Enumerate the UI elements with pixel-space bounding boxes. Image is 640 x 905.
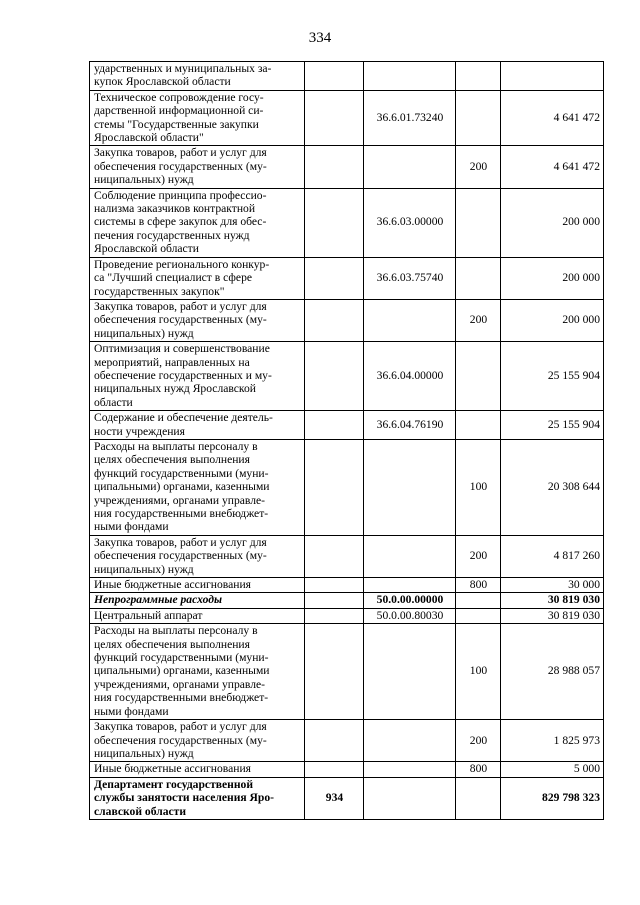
target-article-code: 36.6.01.73240 <box>364 90 456 146</box>
expense-name: Расходы на выплаты персоналу в целях обеспечения выполнения функций государственными (муни- ципальными) органами, казенными учреждениями, органами управле- ния государственными внебюджет- ными фондами <box>90 439 305 535</box>
expense-name: Закупка товаров, работ и услуг для обеспечения государственных (му- ниципальных) нужд <box>90 299 305 341</box>
amount: 4 641 472 <box>501 146 604 188</box>
table-row <box>90 146 604 188</box>
expense-name: Иные бюджетные ассигнования <box>90 578 305 593</box>
expense-name: Соблюдение принципа профессио- нализма заказчиков контрактной системы в сфере закупок для обес- печения государственных нужд Ярославской области <box>90 188 305 257</box>
expense-name: Иные бюджетные ассигнования <box>90 762 305 777</box>
table-row <box>90 342 604 411</box>
expense-name: Оптимизация и совершенствование мероприятий, направленных на обеспечение государственных и му- ниципальных нужд Ярославской области <box>90 342 305 411</box>
expense-name: Проведение регионального конкур- са "Лучший специалист в сфере государственных закупок" <box>90 257 305 299</box>
amount: 4 817 260 <box>501 535 604 577</box>
expense-name: Закупка товаров, работ и услуг для обеспечения государственных (му- ниципальных) нужд <box>90 720 305 762</box>
expense-name: Закупка товаров, работ и услуг для обеспечения государственных (му- ниципальных) нужд <box>90 146 305 188</box>
table-row <box>90 720 604 762</box>
target-article-code: 36.6.04.00000 <box>364 342 456 411</box>
amount: 30 000 <box>501 578 604 593</box>
department-code <box>305 578 364 593</box>
expense-type-code: 800 <box>456 578 501 593</box>
amount: 200 000 <box>501 299 604 341</box>
department-code <box>305 439 364 535</box>
page-number: 334 <box>308 30 332 46</box>
target-article-code <box>364 299 456 341</box>
table-row-program <box>90 593 604 608</box>
target-article-code <box>364 439 456 535</box>
amount: 30 819 030 <box>501 608 604 623</box>
expense-name: Непрограммные расходы <box>90 593 305 608</box>
amount: 4 641 472 <box>501 90 604 146</box>
target-article-code <box>364 777 456 819</box>
target-article-code: 36.6.03.75740 <box>364 257 456 299</box>
table-row <box>90 762 604 777</box>
target-article-code: 50.0.00.80030 <box>364 608 456 623</box>
target-article-code <box>364 578 456 593</box>
target-article-code <box>364 624 456 720</box>
department-code <box>305 146 364 188</box>
target-article-code <box>364 762 456 777</box>
table-row-department <box>90 777 604 819</box>
amount: 30 819 030 <box>501 593 604 608</box>
expense-name: Расходы на выплаты персоналу в целях обеспечения выполнения функций государственными (муни- ципальными) органами, казенными учреждениями, органами управле- ния государственными внебюджет- ными фондами <box>90 624 305 720</box>
department-code <box>305 411 364 440</box>
expense-name: Центральный аппарат <box>90 608 305 623</box>
table-row <box>90 188 604 257</box>
amount: 28 988 057 <box>501 624 604 720</box>
expense-type-code <box>456 777 501 819</box>
amount <box>501 62 604 91</box>
table-row <box>90 299 604 341</box>
department-code <box>305 299 364 341</box>
amount: 1 825 973 <box>501 720 604 762</box>
budget-table-body <box>90 62 604 820</box>
expense-type-code: 200 <box>456 720 501 762</box>
expense-type-code <box>456 342 501 411</box>
department-code <box>305 593 364 608</box>
expense-type-code: 800 <box>456 762 501 777</box>
expense-type-code <box>456 62 501 91</box>
department-code <box>305 762 364 777</box>
expense-name: Содержание и обеспечение деятель- ности учреждения <box>90 411 305 440</box>
budget-table <box>89 61 604 820</box>
amount: 200 000 <box>501 257 604 299</box>
table-row <box>90 608 604 623</box>
target-article-code <box>364 62 456 91</box>
expense-type-code <box>456 90 501 146</box>
expense-type-code: 100 <box>456 439 501 535</box>
table-row <box>90 624 604 720</box>
department-code <box>305 342 364 411</box>
expense-name: Закупка товаров, работ и услуг для обеспечения государственных (му- ниципальных) нужд <box>90 535 305 577</box>
target-article-code <box>364 146 456 188</box>
table-row <box>90 257 604 299</box>
table-row <box>90 90 604 146</box>
expense-type-code <box>456 257 501 299</box>
expense-type-code: 200 <box>456 535 501 577</box>
target-article-code: 50.0.00.00000 <box>364 593 456 608</box>
expense-type-code: 200 <box>456 299 501 341</box>
expense-type-code: 200 <box>456 146 501 188</box>
target-article-code <box>364 720 456 762</box>
expense-type-code <box>456 608 501 623</box>
amount: 829 798 323 <box>501 777 604 819</box>
department-code <box>305 624 364 720</box>
department-code <box>305 188 364 257</box>
amount: 25 155 904 <box>501 342 604 411</box>
department-code <box>305 608 364 623</box>
expense-type-code: 100 <box>456 624 501 720</box>
target-article-code: 36.6.03.00000 <box>364 188 456 257</box>
table-row <box>90 439 604 535</box>
expense-name: Департамент государственной службы занятости населения Яро- славской области <box>90 777 305 819</box>
amount: 25 155 904 <box>501 411 604 440</box>
department-code <box>305 90 364 146</box>
expense-type-code <box>456 411 501 440</box>
amount: 5 000 <box>501 762 604 777</box>
table-row <box>90 62 604 91</box>
expense-type-code <box>456 188 501 257</box>
target-article-code: 36.6.04.76190 <box>364 411 456 440</box>
expense-type-code <box>456 593 501 608</box>
expense-name: ударственных и муниципальных за- купок Ярославской области <box>90 62 305 91</box>
target-article-code <box>364 535 456 577</box>
department-code <box>305 257 364 299</box>
table-row <box>90 411 604 440</box>
amount: 200 000 <box>501 188 604 257</box>
department-code <box>305 720 364 762</box>
table-row <box>90 578 604 593</box>
table-row <box>90 535 604 577</box>
expense-name: Техническое сопровождение госу- дарственной информационной си- стемы "Государственные закупки Ярославской области" <box>90 90 305 146</box>
amount: 20 308 644 <box>501 439 604 535</box>
department-code <box>305 535 364 577</box>
department-code: 934 <box>305 777 364 819</box>
department-code <box>305 62 364 91</box>
